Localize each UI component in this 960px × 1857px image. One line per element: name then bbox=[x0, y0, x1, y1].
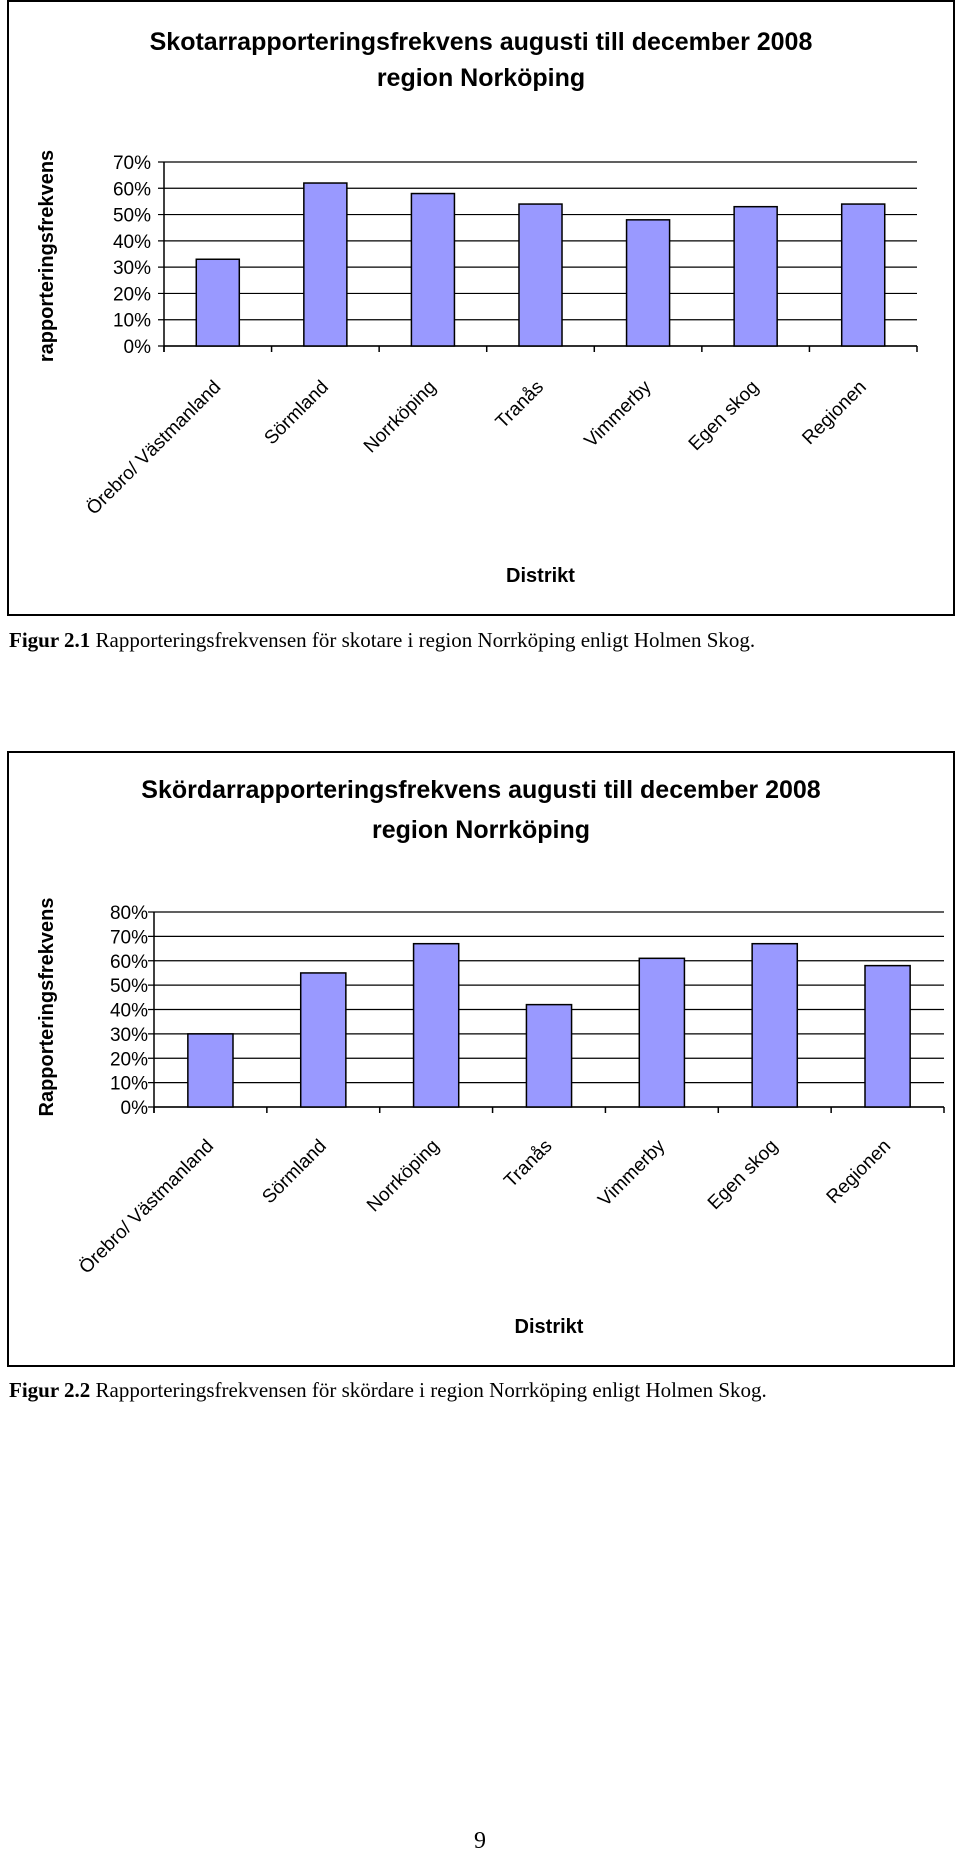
chart-1-svg bbox=[9, 2, 953, 614]
chart-2-y-tick-label: 70% bbox=[109, 927, 148, 949]
chart-2-bar bbox=[526, 1005, 571, 1107]
chart-2-bar bbox=[301, 973, 346, 1107]
chart-2-frame bbox=[7, 751, 955, 1367]
chart-1-x-axis-label: Distrikt bbox=[506, 565, 575, 587]
chart-1-y-tick-label: 70% bbox=[112, 153, 151, 174]
chart-1-category-label: Örebro/ Västmanland bbox=[82, 376, 226, 520]
chart-2-bar bbox=[752, 944, 797, 1107]
chart-1-category-label: Vimmerby bbox=[580, 376, 656, 452]
chart-2-x-axis-label: Distrikt bbox=[514, 1316, 584, 1338]
chart-1-bar bbox=[411, 194, 454, 346]
chart-2-category-label: Regionen bbox=[822, 1135, 896, 1209]
chart-2-svg bbox=[9, 753, 953, 1365]
chart-1-y-tick-label: 30% bbox=[112, 258, 151, 280]
chart-1-y-tick-label: 50% bbox=[112, 205, 151, 227]
chart-2-category-label: Vimmerby bbox=[594, 1135, 670, 1211]
page-number: 9 bbox=[474, 1828, 486, 1854]
chart-2-y-tick-label: 20% bbox=[109, 1049, 148, 1071]
chart-2-bar bbox=[188, 1034, 233, 1107]
chart-1-y-tick-label: 40% bbox=[112, 231, 151, 253]
chart-1-y-axis-label: rapporteringsfrekvens bbox=[36, 149, 58, 363]
chart-2-y-tick-label: 0% bbox=[120, 1098, 148, 1119]
chart-2-title-line1: Skördarrapporteringsfrekvens augusti till december 2008 bbox=[141, 776, 821, 804]
chart-2-category-label: Norrköping bbox=[363, 1135, 444, 1217]
chart-2-category-label: Örebro/ Västmanland bbox=[75, 1135, 218, 1279]
chart-2-caption-text: Rapporteringsfrekvensen för skördare i region Norrköping enligt Holmen Skog. bbox=[90, 1378, 767, 1402]
chart-2-category-label: Tranås bbox=[500, 1135, 557, 1192]
chart-1-bar bbox=[304, 183, 347, 346]
chart-1-y-tick-label: 10% bbox=[112, 310, 151, 332]
chart-2-y-tick-label: 30% bbox=[109, 1024, 148, 1046]
chart-1-frame bbox=[7, 0, 955, 616]
chart-1-y-tick-label: 60% bbox=[112, 179, 151, 201]
chart-1-bar bbox=[734, 207, 777, 346]
chart-2-bar bbox=[865, 966, 910, 1107]
chart-1-bar bbox=[519, 204, 562, 346]
chart-2-y-tick-label: 50% bbox=[109, 976, 148, 998]
chart-2-caption bbox=[9, 1378, 767, 1403]
chart-1-y-tick-label: 20% bbox=[112, 284, 151, 306]
chart-1-bar bbox=[842, 204, 885, 346]
chart-2-y-tick-label: 10% bbox=[109, 1073, 148, 1095]
chart-1-title-line1: Skotarrapporteringsfrekvens augusti till december 2008 bbox=[149, 28, 813, 56]
chart-2-y-tick-label: 60% bbox=[109, 951, 148, 973]
chart-2-bar bbox=[414, 944, 459, 1107]
chart-1-category-label: Sörmland bbox=[260, 376, 333, 450]
chart-1-caption-text: Rapporteringsfrekvensen för skotare i region Norrköping enligt Holmen Skog. bbox=[90, 628, 756, 652]
chart-2-category-label: Sörmland bbox=[258, 1135, 331, 1209]
chart-2-y-axis-label: Rapporteringsfrekvens bbox=[36, 897, 58, 1117]
chart-1-bar bbox=[627, 220, 670, 346]
chart-1-title-line2: region Norköping bbox=[376, 64, 586, 92]
chart-2-title-line2: region Norrköping bbox=[371, 816, 591, 844]
chart-1-bar bbox=[196, 259, 239, 346]
chart-1-category-label: Tranås bbox=[491, 376, 549, 433]
chart-2-y-tick-label: 40% bbox=[109, 1000, 148, 1022]
chart-1-caption bbox=[9, 628, 755, 653]
chart-1-caption-label: Figur 2.1 bbox=[9, 628, 91, 652]
chart-2-caption-label: Figur 2.2 bbox=[9, 1378, 91, 1402]
chart-1-category-label: Regionen bbox=[798, 376, 871, 450]
chart-1-category-label: Egen skog bbox=[684, 376, 764, 456]
chart-1-category-label: Norrköping bbox=[359, 376, 441, 458]
chart-2-y-tick-label: 80% bbox=[109, 903, 148, 924]
chart-2-bar bbox=[639, 958, 684, 1107]
chart-1-y-tick-label: 0% bbox=[123, 337, 151, 358]
chart-2-category-label: Egen skog bbox=[703, 1135, 783, 1215]
